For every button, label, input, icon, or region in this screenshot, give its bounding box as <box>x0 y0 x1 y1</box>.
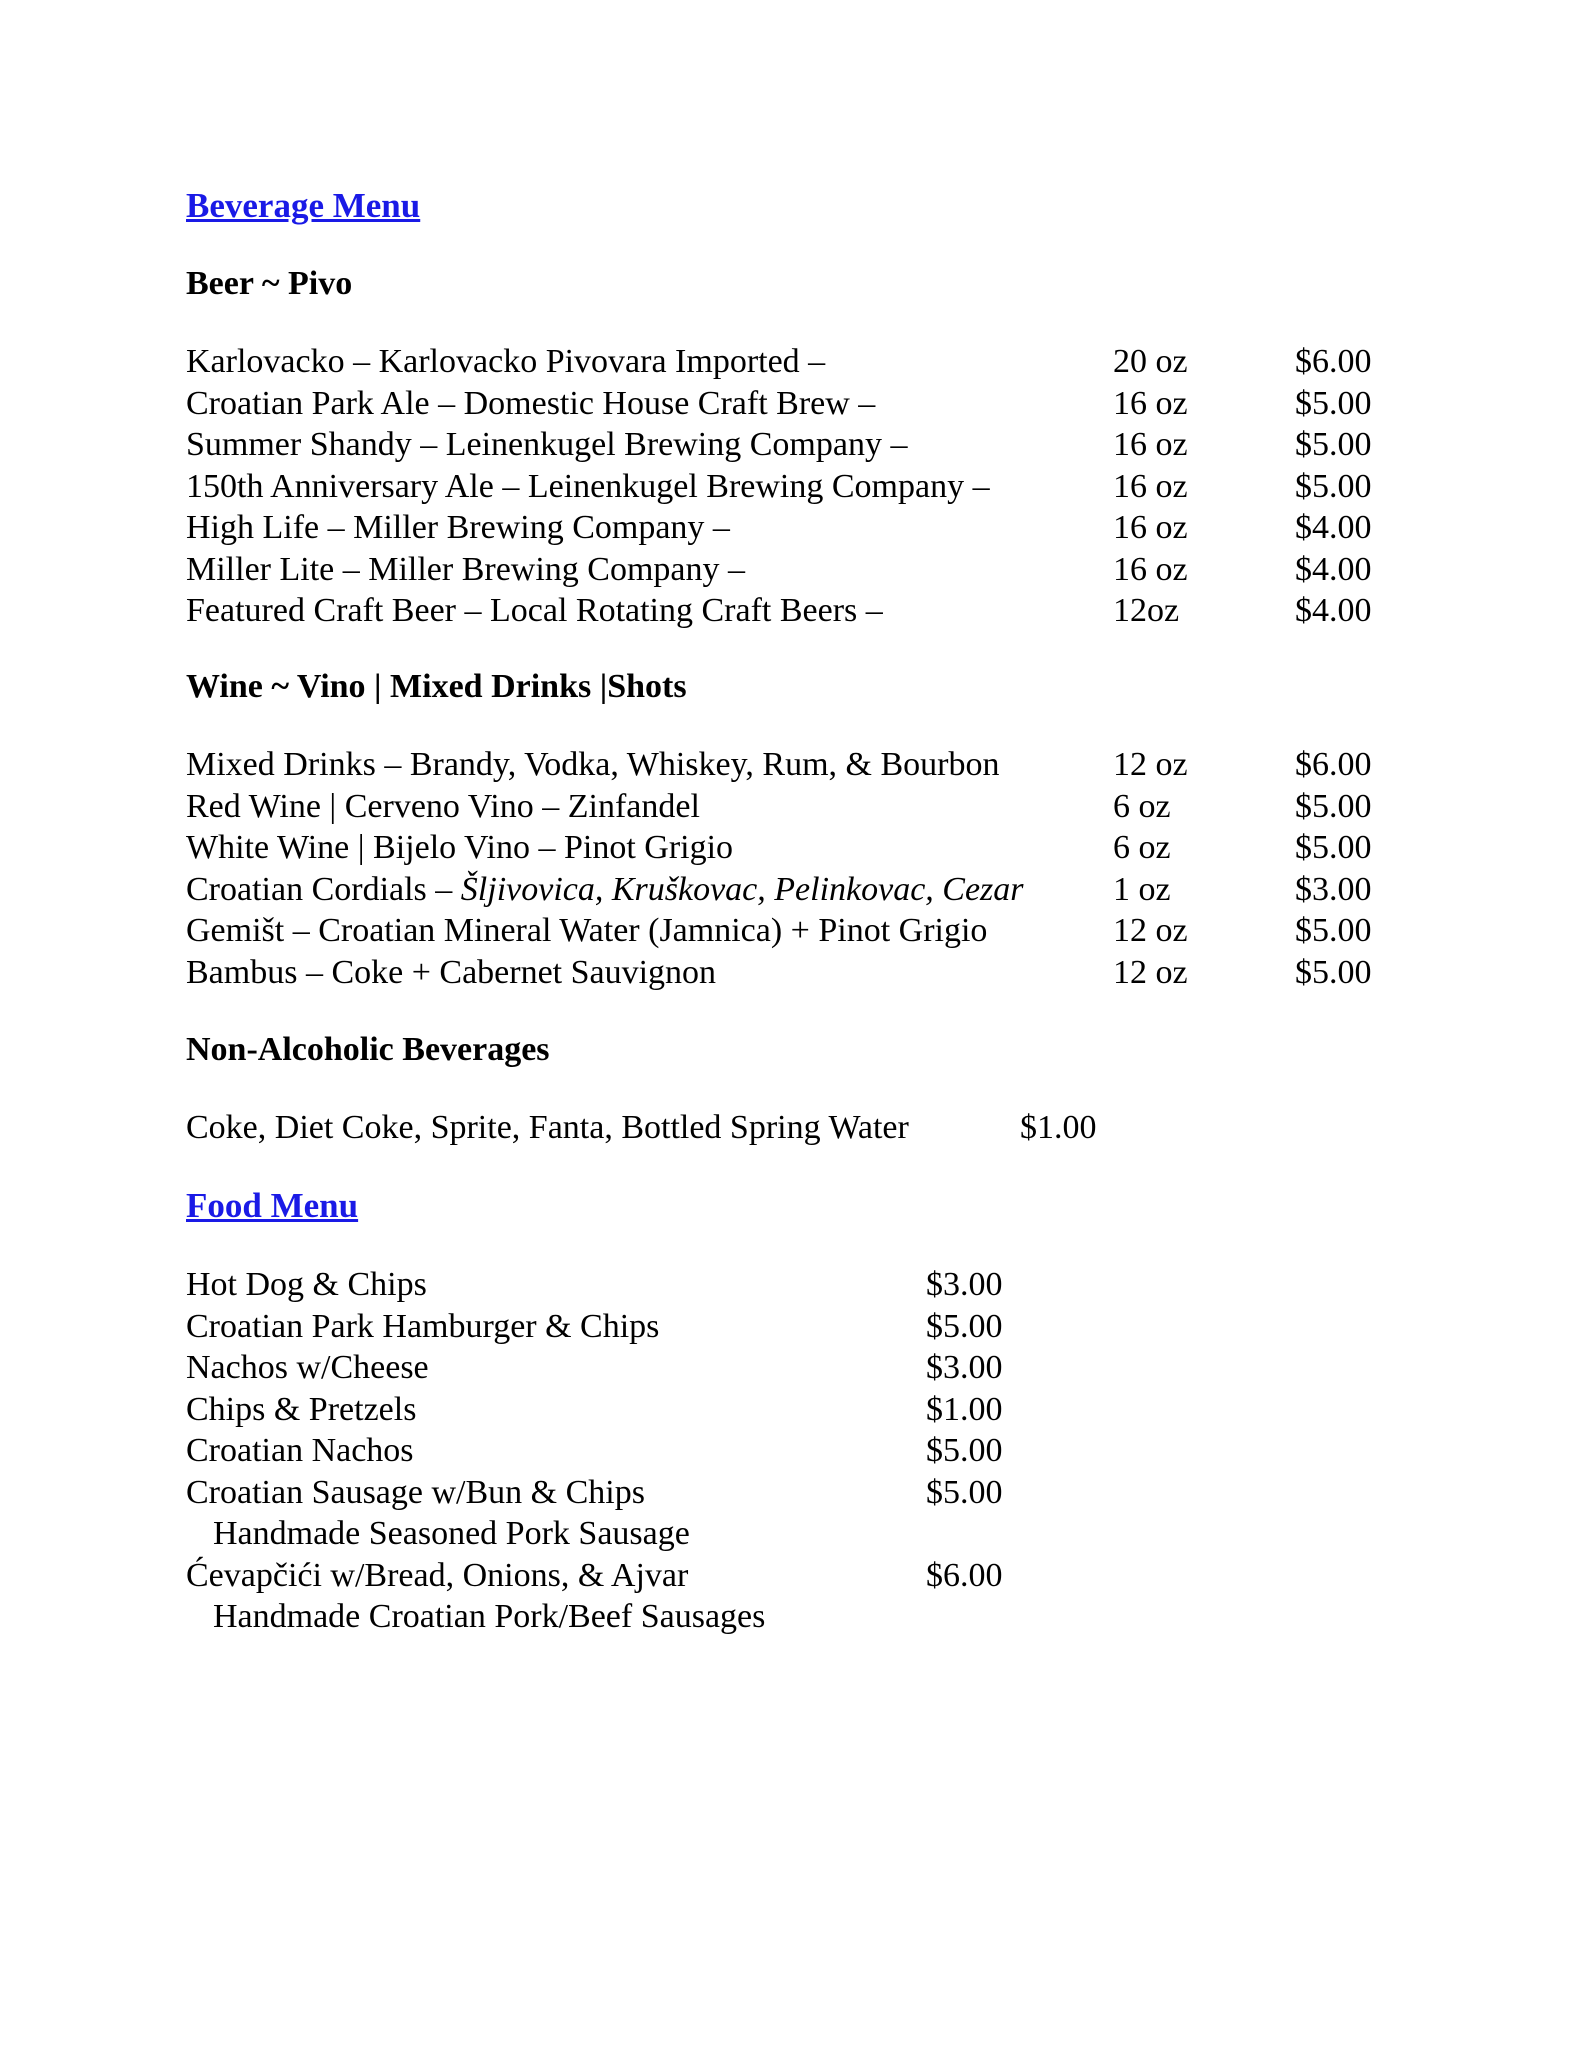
item-size: 12 oz <box>1113 912 1188 949</box>
item-name-plain: Croatian Cordials – <box>186 870 461 908</box>
item-price: $5.00 <box>1295 467 1372 505</box>
food-item <box>186 1430 1286 1472</box>
food-menu-link[interactable]: Food Menu <box>186 1186 359 1225</box>
item-size: 16 oz <box>1113 384 1188 422</box>
item-size: 12 oz <box>1113 746 1188 783</box>
item-price: $5.00 <box>1295 787 1372 825</box>
item-name: Croatian Nachos <box>186 1432 414 1469</box>
item-price: $5.00 <box>926 1473 1003 1511</box>
beer-item <box>186 341 1386 383</box>
food-item-description <box>186 1596 1286 1638</box>
item-name: Croatian Park Hamburger & Chips <box>186 1307 660 1345</box>
item-price: $4.00 <box>1295 592 1372 629</box>
item-name: Karlovacko – Karlovacko Pivovara Imported – <box>186 343 826 380</box>
beer-item <box>186 549 1386 591</box>
item-price: $5.00 <box>1295 829 1372 866</box>
item-price: $1.00 <box>926 1390 1003 1428</box>
item-description: Handmade Croatian Pork/Beef Sausages <box>213 1598 766 1635</box>
food-item <box>186 1264 1286 1306</box>
item-price: $5.00 <box>1295 384 1372 422</box>
food-item <box>186 1472 1286 1514</box>
beverage-menu-link[interactable]: Beverage Menu <box>186 186 421 225</box>
item-price: $3.00 <box>926 1266 1003 1303</box>
item-name: 150th Anniversary Ale – Leinenkugel Brewing Company – <box>186 467 990 505</box>
wine-item <box>186 827 1386 869</box>
non-alcoholic-list <box>186 1107 1286 1149</box>
item-name: Croatian Park Ale – Domestic House Craft Brew – <box>186 384 876 422</box>
food-item <box>186 1347 1286 1389</box>
beer-list <box>186 341 1386 632</box>
item-name: Chips & Pretzels <box>186 1390 417 1428</box>
wine-section-heading: Wine ~ Vino | Mixed Drinks |Shots <box>186 668 687 705</box>
item-name: Ćevapčići w/Bread, Onions, & Ajvar <box>186 1556 689 1594</box>
beer-item <box>186 424 1386 466</box>
item-price: $3.00 <box>926 1349 1003 1386</box>
item-price: $3.00 <box>1295 870 1372 908</box>
beer-item <box>186 507 1386 549</box>
item-size: 20 oz <box>1113 343 1188 380</box>
item-size: 16 oz <box>1113 550 1188 588</box>
item-price: $5.00 <box>926 1432 1003 1469</box>
item-price: $4.00 <box>1295 509 1372 546</box>
item-price: $4.00 <box>1295 550 1372 588</box>
item-size: 16 oz <box>1113 467 1188 505</box>
item-price: $5.00 <box>926 1307 1003 1345</box>
beer-item <box>186 590 1386 632</box>
item-name: Red Wine | Cerveno Vino – Zinfandel <box>186 787 700 825</box>
item-price: $6.00 <box>926 1556 1003 1594</box>
food-item <box>186 1389 1286 1431</box>
item-name: Featured Craft Beer – Local Rotating Craft Beers – <box>186 592 883 629</box>
item-name: Croatian Sausage w/Bun & Chips <box>186 1473 645 1511</box>
item-name <box>186 869 1024 911</box>
item-size: 12 oz <box>1113 953 1188 991</box>
item-name: White Wine | Bijelo Vino – Pinot Grigio <box>186 829 734 866</box>
wine-item <box>186 910 1386 952</box>
wine-item <box>186 952 1386 994</box>
wine-item <box>186 744 1386 786</box>
item-description: Handmade Seasoned Pork Sausage <box>213 1515 690 1552</box>
item-price: $6.00 <box>1295 746 1372 783</box>
item-name: Hot Dog & Chips <box>186 1266 427 1303</box>
beer-item <box>186 466 1386 508</box>
item-name: Nachos w/Cheese <box>186 1349 429 1386</box>
item-size: 16 oz <box>1113 509 1188 546</box>
item-price: $6.00 <box>1295 343 1372 380</box>
non-alcoholic-section-heading: Non-Alcoholic Beverages <box>186 1031 550 1068</box>
beer-item <box>186 383 1386 425</box>
food-item <box>186 1306 1286 1348</box>
beer-section-heading: Beer ~ Pivo <box>186 265 353 302</box>
non-alcoholic-item <box>186 1107 1286 1149</box>
item-price: $1.00 <box>1020 1109 1097 1146</box>
item-name-italic: Šljivovica, Kruškovac, Pelinkovac, Cezar <box>460 870 1024 908</box>
item-size: 6 oz <box>1113 829 1171 866</box>
item-price: $5.00 <box>1295 426 1372 463</box>
item-price: $5.00 <box>1295 912 1372 949</box>
item-name: Summer Shandy – Leinenkugel Brewing Company – <box>186 426 908 463</box>
wine-item <box>186 786 1386 828</box>
item-name: High Life – Miller Brewing Company – <box>186 509 730 546</box>
item-name: Coke, Diet Coke, Sprite, Fanta, Bottled Spring Water <box>186 1109 909 1146</box>
item-name: Miller Lite – Miller Brewing Company – <box>186 550 746 588</box>
wine-list <box>186 744 1386 993</box>
item-size: 6 oz <box>1113 787 1171 825</box>
item-name: Bambus – Coke + Cabernet Sauvignon <box>186 953 717 991</box>
item-size: 12oz <box>1113 592 1180 629</box>
item-size: 16 oz <box>1113 426 1188 463</box>
item-name: Gemišt – Croatian Mineral Water (Jamnica) + Pinot Grigio <box>186 912 988 949</box>
item-price: $5.00 <box>1295 953 1372 991</box>
wine-item <box>186 869 1386 911</box>
item-name: Mixed Drinks – Brandy, Vodka, Whiskey, Rum, & Bourbon <box>186 746 1000 783</box>
item-size: 1 oz <box>1113 870 1171 908</box>
food-item <box>186 1555 1286 1597</box>
food-list <box>186 1264 1286 1638</box>
food-item-description <box>186 1513 1286 1555</box>
